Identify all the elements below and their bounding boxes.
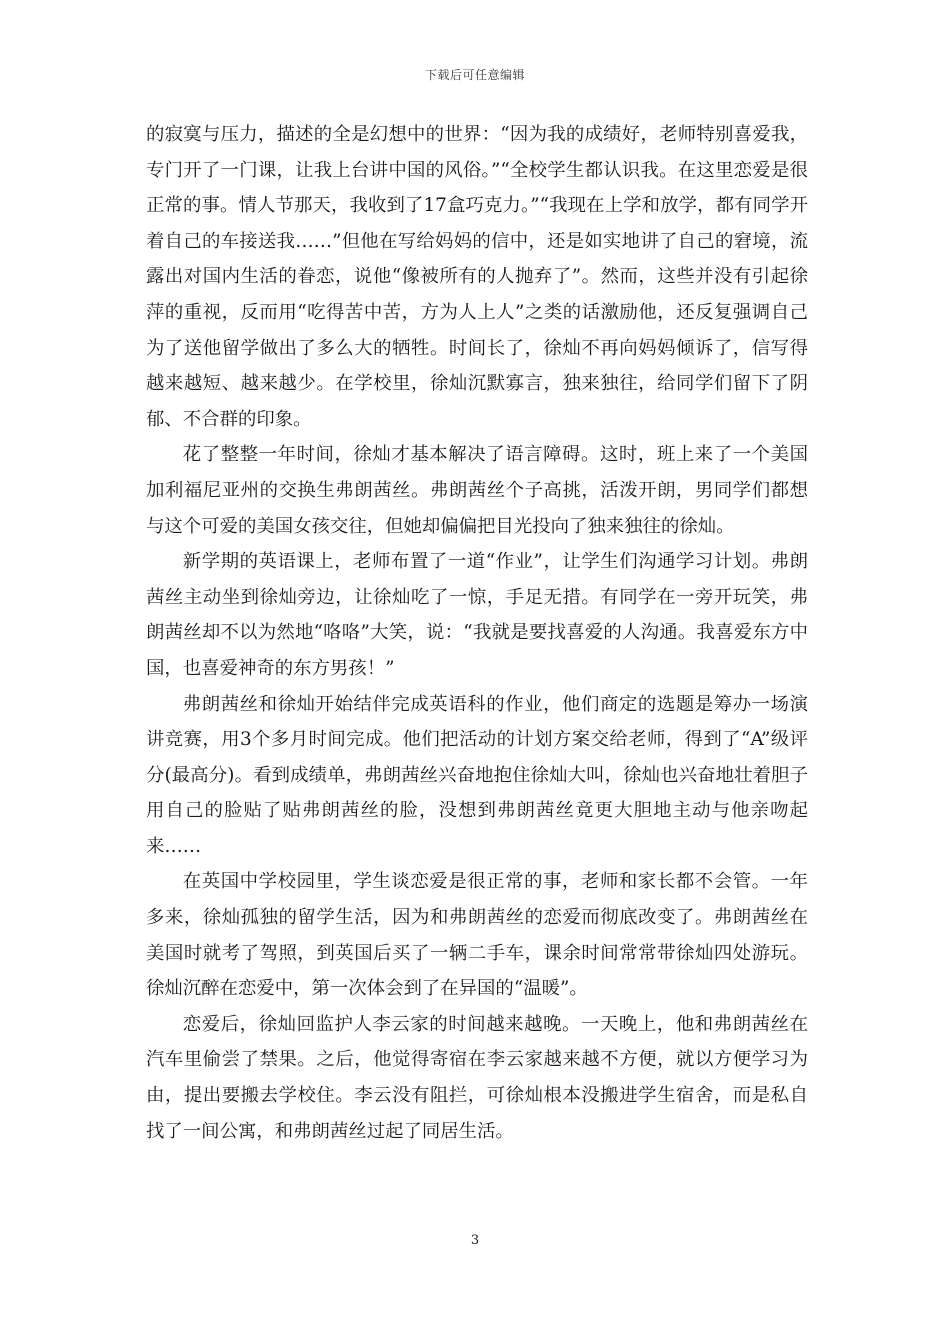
paragraph-5: 在英国中学校园里，学生谈恋爱是很正常的事，老师和家长都不会管。一年多来，徐灿孤独的留学生活，因为和弗朗茜丝的恋爱而彻底改变了。弗朗茜丝在美国时就考了驾照，到英国后买了一辆二手车，课余时间常常带徐灿四处游玩。徐灿沉醉在恋爱中，第一次体会到了在异国的“温暖”。 — [146, 871, 808, 1000]
paragraph-4: 弗朗茜丝和徐灿开始结伴完成英语科的作业，他们商定的选题是筹办一场演讲竞赛，用3个多月时间完成。他们把活动的计划方案交给老师，得到了“A”级评分(最高分)。看到成绩单，弗朗茜丝兴奋地抱住徐灿大叫，徐灿也兴奋地壮着胆子用自己的脸贴了贴弗朗茜丝的脸，没想到弗朗茜丝竟更大胆地主动与他亲吻起来…… — [146, 693, 808, 857]
paragraph-2: 花了整整一年时间，徐灿才基本解决了语言障碍。这时，班上来了一个美国加利福尼亚州的交换生弗朗茜丝。弗朗茜丝个子高挑，活泼开朗，男同学们都想与这个可爱的美国女孩交往，但她却偏偏把目光投向了独来独往的徐灿。 — [146, 444, 808, 537]
page-header: 下载后可任意编辑 — [424, 68, 525, 82]
page-number: 3 — [470, 1233, 480, 1248]
paragraph-3: 新学期的英语课上，老师布置了一道“作业”，让学生们沟通学习计划。弗朗茜丝主动坐到徐灿旁边，让徐灿吃了一惊，手足无措。有同学在一旁开玩笑，弗朗茜丝却不以为然地“咯咯”大笑，说：“我就是要找喜爱的人沟通。我喜爱东方中国，也喜爱神奇的东方男孩！” — [146, 551, 808, 679]
document-body — [146, 117, 808, 1149]
paragraph-6: 恋爱后，徐灿回监护人李云家的时间越来越晚。一天晚上，他和弗朗茜丝在汽车里偷尝了禁果。之后，他觉得寄宿在李云家越来越不方便，就以方便学习为由，提出要搬去学校住。李云没有阻拦，可徐灿根本没搬进学生宿舍，而是私自找了一间公寓，和弗朗茜丝过起了同居生活。 — [146, 1013, 808, 1142]
paragraph-1: 的寂寞与压力，描述的全是幻想中的世界：“因为我的成绩好，老师特别喜爱我，专门开了一门课，让我上台讲中国的风俗。”“全校学生都认识我。在这里恋爱是很正常的事。情人节那天，我收到了17盒巧克力。”“我现在上学和放学，都有同学开着自己的车接送我……”但他在写给妈妈的信中，还是如实地讲了自己的窘境，流露出对国内生活的眷恋，说他“像被所有的人抛弃了”。然而，这些并没有引起徐萍的重视，反而用“吃得苦中苦，方为人上人”之类的话激励他，还反复强调自己为了送他留学做出了多么大的牺牲。时间长了，徐灿不再向妈妈倾诉了，信写得越来越短、越来越少。在学校里，徐灿沉默寡言，独来独往，给同学们留下了阴郁、不合群的印象。 — [146, 124, 808, 430]
